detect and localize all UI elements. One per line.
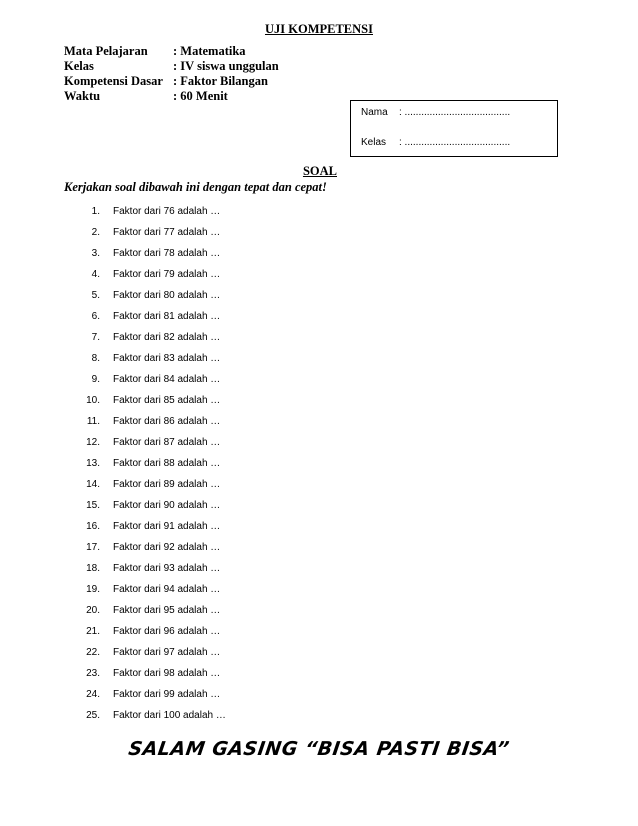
name-field[interactable] bbox=[361, 107, 510, 118]
info-label: Kompetensi Dasar bbox=[64, 74, 163, 88]
question-item bbox=[78, 537, 226, 558]
question-number: 16. bbox=[86, 521, 100, 532]
instruction-text: Kerjakan soal dibawah ini dengan tepat dan cepat! bbox=[64, 180, 327, 194]
question-text: Faktor dari 98 adalah … bbox=[113, 668, 221, 679]
question-number: 5. bbox=[91, 290, 100, 301]
footer-motto: SALAM GASING “BISA PASTI BISA” bbox=[127, 738, 511, 760]
question-number: 14. bbox=[86, 479, 100, 490]
question-number: 24. bbox=[86, 689, 100, 700]
question-text: Faktor dari 82 adalah … bbox=[113, 332, 221, 343]
question-text: Faktor dari 77 adalah … bbox=[113, 227, 221, 238]
question-item bbox=[78, 474, 226, 495]
question-number: 1. bbox=[91, 206, 100, 217]
question-text: Faktor dari 99 adalah … bbox=[113, 689, 221, 700]
question-text: Faktor dari 81 adalah … bbox=[113, 311, 221, 322]
question-text: Faktor dari 95 adalah … bbox=[113, 605, 221, 616]
question-item bbox=[78, 705, 226, 726]
info-label: Kelas bbox=[64, 59, 94, 73]
question-number: 7. bbox=[91, 332, 100, 343]
question-item bbox=[78, 264, 226, 285]
info-value: : 60 Menit bbox=[173, 89, 228, 103]
info-value: : IV siswa unggulan bbox=[173, 59, 279, 73]
question-text: Faktor dari 97 adalah … bbox=[113, 647, 221, 658]
question-text: Faktor dari 78 adalah … bbox=[113, 248, 221, 259]
question-number: 10. bbox=[86, 395, 100, 406]
question-text: Faktor dari 90 adalah … bbox=[113, 500, 221, 511]
question-text: Faktor dari 86 adalah … bbox=[113, 416, 221, 427]
question-text: Faktor dari 84 adalah … bbox=[113, 374, 221, 385]
question-item bbox=[78, 516, 226, 537]
question-number: 19. bbox=[86, 584, 100, 595]
question-item bbox=[78, 495, 226, 516]
question-item bbox=[78, 390, 226, 411]
question-number: 11. bbox=[86, 416, 100, 427]
question-item bbox=[78, 327, 226, 348]
question-item bbox=[78, 684, 226, 705]
question-text: Faktor dari 87 adalah … bbox=[113, 437, 221, 448]
class-blank: : ...................................... bbox=[399, 137, 511, 148]
question-text: Faktor dari 85 adalah … bbox=[113, 395, 221, 406]
question-text: Faktor dari 93 adalah … bbox=[113, 563, 221, 574]
question-number: 6. bbox=[91, 311, 100, 322]
question-text: Faktor dari 96 adalah … bbox=[113, 626, 221, 637]
question-number: 23. bbox=[86, 668, 100, 679]
question-item bbox=[78, 222, 226, 243]
question-item bbox=[78, 243, 226, 264]
name-label: Nama bbox=[361, 107, 388, 118]
question-number: 25. bbox=[86, 710, 100, 721]
question-text: Faktor dari 88 adalah … bbox=[113, 458, 221, 469]
page-title: UJI KOMPETENSI bbox=[264, 22, 373, 36]
question-number: 21. bbox=[86, 626, 100, 637]
question-item bbox=[78, 579, 226, 600]
class-label: Kelas bbox=[361, 137, 387, 148]
question-number: 15. bbox=[86, 500, 100, 511]
question-number: 8. bbox=[91, 353, 100, 364]
question-item bbox=[78, 369, 226, 390]
question-text: Faktor dari 89 adalah … bbox=[113, 479, 221, 490]
question-text: Faktor dari 94 adalah … bbox=[113, 584, 221, 595]
exam-info bbox=[64, 44, 279, 104]
question-text: Faktor dari 83 adalah … bbox=[113, 353, 221, 364]
question-number: 20. bbox=[86, 605, 100, 616]
question-item bbox=[78, 432, 226, 453]
question-item bbox=[78, 453, 226, 474]
question-item bbox=[78, 201, 226, 222]
question-number: 13. bbox=[86, 458, 100, 469]
question-number: 12. bbox=[86, 437, 100, 448]
question-text: Faktor dari 100 adalah … bbox=[113, 710, 226, 721]
student-identity-box bbox=[350, 100, 558, 157]
question-item bbox=[78, 600, 226, 621]
question-item bbox=[78, 348, 226, 369]
question-number: 17. bbox=[86, 542, 100, 553]
info-label: Mata Pelajaran bbox=[64, 44, 148, 58]
question-number: 2. bbox=[91, 227, 100, 238]
question-text: Faktor dari 91 adalah … bbox=[113, 521, 221, 532]
question-item bbox=[78, 663, 226, 684]
question-number: 4. bbox=[91, 269, 100, 280]
class-field[interactable] bbox=[361, 137, 510, 148]
info-value: : Faktor Bilangan bbox=[173, 74, 268, 88]
question-list bbox=[78, 201, 226, 726]
info-row-class bbox=[64, 59, 279, 74]
question-number: 9. bbox=[91, 374, 100, 385]
question-text: Faktor dari 92 adalah … bbox=[113, 542, 221, 553]
question-item bbox=[78, 306, 226, 327]
question-text: Faktor dari 79 adalah … bbox=[113, 269, 221, 280]
question-item bbox=[78, 411, 226, 432]
question-number: 18. bbox=[86, 563, 100, 574]
info-row-time bbox=[64, 89, 279, 104]
question-number: 3. bbox=[91, 248, 100, 259]
section-heading: SOAL bbox=[302, 164, 337, 178]
question-item bbox=[78, 558, 226, 579]
question-number: 22. bbox=[86, 647, 100, 658]
info-label: Waktu bbox=[64, 89, 101, 103]
name-blank: : ...................................... bbox=[399, 107, 511, 118]
question-item bbox=[78, 285, 226, 306]
info-value: : Matematika bbox=[173, 44, 246, 58]
question-text: Faktor dari 76 adalah … bbox=[113, 206, 221, 217]
info-row-competency bbox=[64, 74, 279, 89]
question-text: Faktor dari 80 adalah … bbox=[113, 290, 221, 301]
question-item bbox=[78, 642, 226, 663]
question-item bbox=[78, 621, 226, 642]
info-row-subject bbox=[64, 44, 279, 59]
